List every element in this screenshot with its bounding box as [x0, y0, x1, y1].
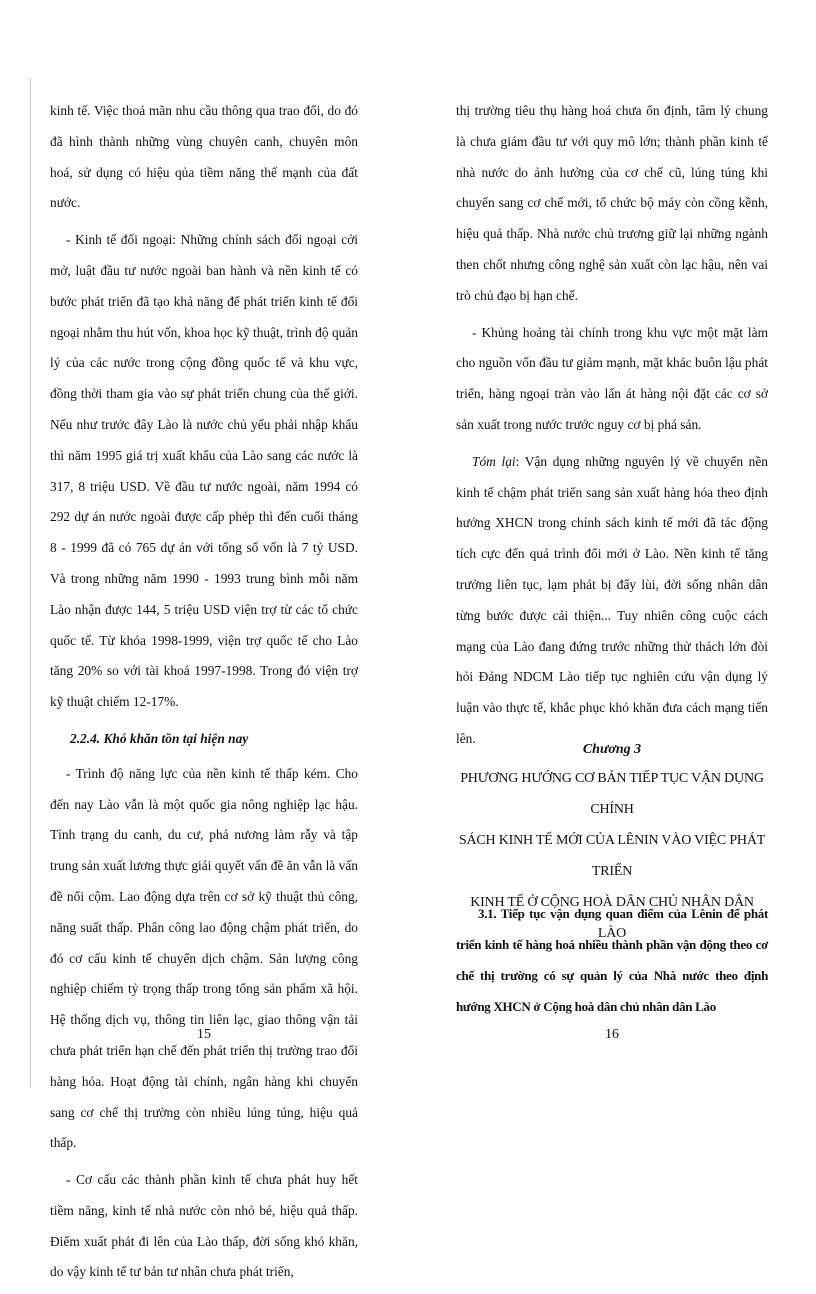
chapter-title-line: SÁCH KINH TẾ MỚI CỦA LÊNIN VÀO VIỆC PHÁT TRIỂN: [458, 833, 766, 879]
right-page-text: [456, 96, 768, 761]
paragraph: - Kinh tế đối ngoại: Những chính sách đối ngoại cởi mở, luật đầu tư nước ngoài ban hành và nền kinh tế có bước phát triển đã tạo khả năng để phát triển kinh tế đối ngoại nhằm thu hút vốn, khoa học kỹ thuật, trình độ quản lý của các nước trong cộng đồng quốc tế và khu vực, đồng thời tham gia vào sự phát triển chung của thế giới. Nếu như trước đây Lào là nước chủ yếu phải nhập khẩu thì năm 1995 giá trị xuất khẩu của Lào sang các nước là 317, 8 triệu USD. Về đầu tư nước ngoài, năm 1994 có 292 dự án nước ngoài được cấp phép thì đến cuối tháng 8 - 1999 đã có 765 dự án với tổng số vốn là 7 tỷ USD. Và trong những năm 1990 - 1993 trung bình mỗi năm Lào nhận được 144, 5 triệu USD viện trợ từ các tổ chức quốc tế. Từ khóa 1998-1999, viện trợ quốc tế cho Lào tăng 20% so với tài khoá 1997-1998. Trong đó viện trợ kỹ thuật chiếm 12-17%.: [50, 232, 358, 710]
left-page-text: [50, 96, 358, 1294]
section-heading-3-1: 3.1. Tiếp tục vận dụng quan điểm của Lênin để phát triển kinh tế hàng hoá nhiều thành phần vận động theo cơ chế thị trường có sự quản lý của Nhà nước theo định hướng XHCN ở Cộng hoà dân chủ nhân dân Lào: [456, 906, 768, 1014]
paragraph: kinh tế. Việc thoả mãn nhu cầu thông qua trao đổi, do đó đã hình thành những vùng chuyên canh, chuyên môn hoá, sử dụng có hiệu qủa tiềm năng thế mạnh của đất nước.: [50, 103, 358, 211]
paragraph: thị trường tiêu thụ hàng hoá chưa ổn định, tâm lý chung là chưa giám đầu tư với quy mô lớn; thành phần kinh tế nhà nước do ảnh hưởng của cơ chế cũ, lúng túng khi chuyển sang cơ chế mới, tổ chức bộ máy còn cồng kềnh, hiệu quả thấp. Nhà nước chủ trương giữ lại những ngành then chốt nhưng công nghệ sản xuất còn lạc hậu, nên vai trò chủ đạo bị hạn chế.: [456, 103, 768, 303]
section-heading-2-2-4: 2.2.4. Khó khăn tồn tại hiện nay: [70, 730, 249, 746]
paragraph: - Cơ cấu các thành phần kinh tế chưa phát huy hết tiềm năng, kinh tế nhà nước còn nhỏ bé, hiệu quả thấp. Điểm xuất phát đi lên của Lào thấp, đời sống khó khăn, do vậy kinh tế tư bản tư nhân chưa phát triển,: [50, 1172, 358, 1280]
summary-label: Tóm lại: [472, 453, 516, 469]
chapter-title-line: KINH TẾ Ở CỘNG HOÀ DÂN CHỦ NHÂN DÂN LÀO: [470, 895, 754, 941]
paragraph: - Trình độ năng lực của nền kinh tế thấp kém. Cho đến nay Lào vẫn là một quốc gia nông nghiệp lạc hậu. Tình trạng du canh, du cư, phá nương làm rẫy và tập trung sản xuất lương thực giải quyết vấn đề ăn vẫn là vấn đề nổi cộm. Lao động dựa trên cơ sở kỹ thuật thủ công, năng suất thấp. Phân công lao động chậm phát triển, do đó cơ cấu kinh tế chuyển dịch chậm. Sản lượng công nghiệp chiếm tỷ trọng thấp trong tổng sản phẩm xã hội. Hệ thống dịch vụ, thông tin liên lạc, giao thông vận tải chưa phát triển hạn chế đến phát triển thị trường trao đổi hàng hóa. Hoạt động tài chính, ngân hàng khi chuyển sang cơ chế thị trường còn nhiều lúng túng, hiệu quả thấp.: [50, 765, 358, 1151]
chapter-title-line: PHƯƠNG HƯỚNG CƠ BẢN TIẾP TỤC VẬN DỤNG CHÍNH: [460, 771, 764, 817]
page-number-right: 16: [605, 1027, 619, 1042]
chapter-number: Chương 3: [582, 742, 642, 757]
summary-text: : Vận dụng những nguyên lý về chuyển nền kinh tế chậm phát triển sang sản xuất hàng hóa theo định hướng XHCN trong chính sách kinh tế mới đã tác động tích cực đến quá trình đổi mới ở Lào. Nền kinh tế tăng trưởng liên tục, lạm phát bị đẩy lùi, đời sống nhân dân từng bước được cải thiện... Tuy nhiên công cuộc cách mạng của Lào đang đứng trước những thử thách lớn đòi hỏi Đảng NDCM Lào tiếp tục nghiên cứu vận dụng lý luận vào thực tế, khắc phục khó khăn đưa cách mạng tiến lên.: [456, 453, 769, 746]
summary-paragraph: [456, 447, 768, 755]
paragraph: - Khủng hoảng tài chính trong khu vực một mặt làm cho nguồn vốn đầu tư giảm mạnh, mặt khác buôn lậu phát triển, hàng ngoại tràn vào lấn át hàng nội đặt các cơ sở sản xuất trong nước trước nguy cơ bị phá sản.: [456, 324, 768, 432]
page-number-left: 15: [197, 1027, 211, 1042]
